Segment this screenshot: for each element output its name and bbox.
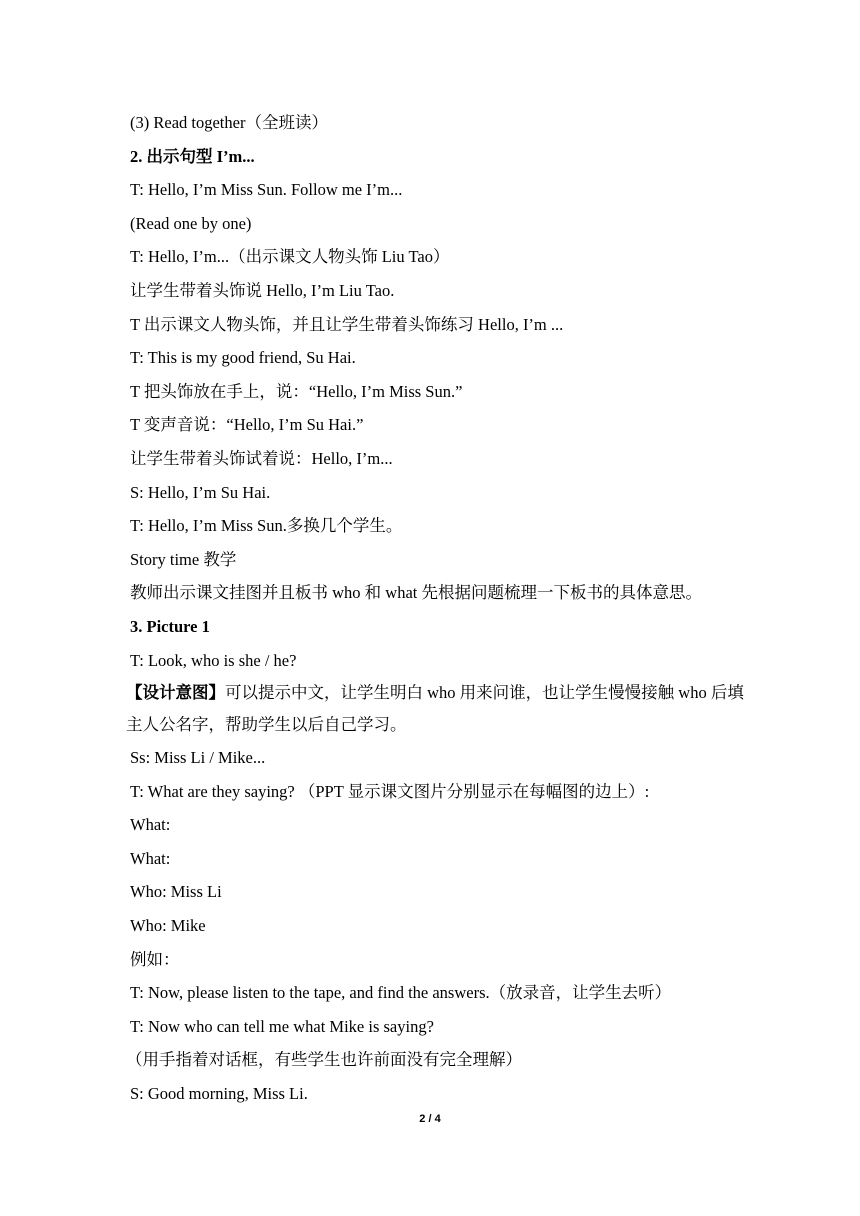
design-intent-text: 可以提示中文，让学生明白 who 用来问谁，也让学生慢慢接触 who 后填主人公名字，帮助学生以后自己学习。 [126, 683, 744, 735]
text-line: 教师出示课文挂图并且板书 who 和 what 先根据问题梳理一下板书的具体意思。 [130, 583, 702, 603]
text-line: Who: Mike [130, 916, 206, 936]
text-line: T: This is my good friend, Su Hai. [130, 348, 356, 368]
text-line: T: Look, who is she / he? [130, 650, 297, 670]
heading-sentence-pattern: 2. 出示句型 I’m... [130, 146, 255, 166]
text-line: 例如： [130, 949, 180, 969]
text-line: What: [130, 848, 171, 868]
text-line: What: [130, 815, 171, 835]
text-line: Who: Miss Li [130, 882, 222, 902]
text-line: T: What are they saying? （PPT 显示课文图片分别显示在每幅图的边上）: [130, 781, 650, 801]
page-content [126, 106, 750, 1111]
text-line: T: Hello, I’m Miss Sun.多换几个学生。 [130, 516, 403, 536]
text-line-read-together: (3) Read together（全班读） [130, 113, 328, 132]
text-line-story-time: Story time 教学 [130, 549, 237, 569]
text-line: Ss: Miss Li / Mike... [130, 748, 266, 768]
design-intent-label: 【设计意图】 [126, 683, 225, 703]
text-line: T: Now, please listen to the tape, and find the answers.（放录音，让学生去听） [130, 983, 672, 1003]
text-line: 让学生带着头饰试着说：Hello, I’m... [130, 448, 393, 468]
heading-picture-1: 3. Picture 1 [130, 616, 210, 636]
text-line: T: Hello, I’m...（出示课文人物头饰 Liu Tao） [130, 247, 450, 267]
text-line: T 把头饰放在手上，说：“Hello, I’m Miss Sun.” [130, 381, 463, 401]
page-number: 2 / 4 [419, 1113, 441, 1125]
text-line: 让学生带着头饰说 Hello, I’m Liu Tao. [130, 280, 395, 300]
text-line: T: Hello, I’m Miss Sun. Follow me I’m... [130, 180, 403, 200]
text-line: （用手指着对话框，有些学生也许前面没有完全理解） [126, 1050, 522, 1070]
text-line: S: Good morning, Miss Li. [130, 1084, 308, 1104]
text-line: S: Hello, I’m Su Hai. [130, 482, 271, 502]
text-line: T: Now who can tell me what Mike is saying? [130, 1016, 434, 1036]
text-line: T 变声音说：“Hello, I’m Su Hai.” [130, 415, 364, 435]
text-line: T 出示课文人物头饰，并且让学生带着头饰练习 Hello, I’m ... [130, 314, 564, 334]
text-line: (Read one by one) [130, 213, 252, 233]
design-intent-paragraph [126, 677, 750, 741]
